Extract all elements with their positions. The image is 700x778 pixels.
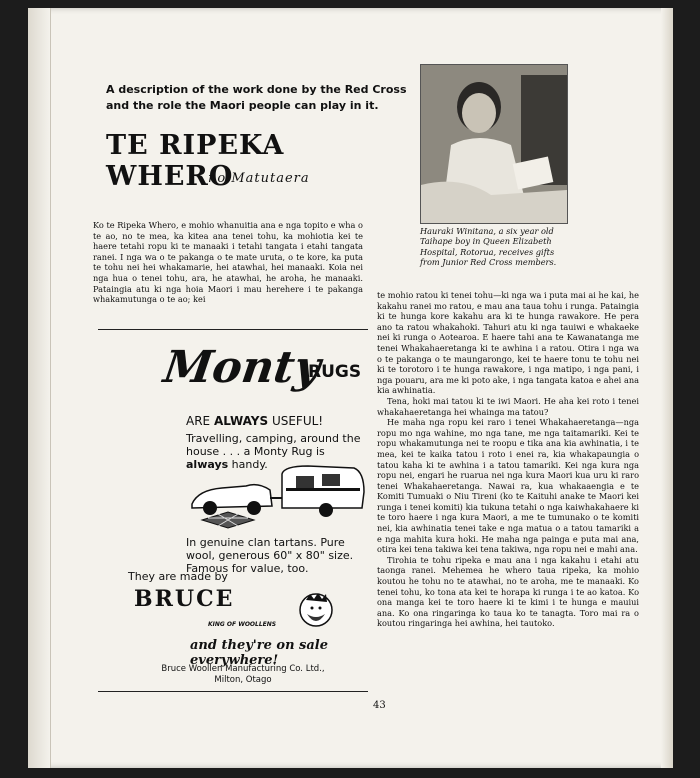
ad-company-location: Milton, Otago	[214, 675, 272, 685]
ad-company-name: Bruce Woollen Manufacturing Co. Ltd.,	[161, 664, 325, 674]
article-title: TE RIPEKA WHERO	[106, 130, 285, 192]
ad-travel-post: handy.	[228, 458, 268, 471]
ad-useful	[186, 414, 323, 428]
page-number: 43	[373, 700, 386, 711]
magazine-page	[28, 8, 673, 768]
ad-bottom-rule	[98, 691, 368, 692]
article-intro: A description of the work done by the Red Cross and the role the Maori people can play in it.	[106, 83, 407, 112]
ad-travel-pre: Travelling, camping, around the house . . . a Monty Rug is	[186, 432, 361, 458]
column-2-para-3: He maha nga ropu kei raro i tenei Whakahaeretanga—nga ropu mo nga wahine, mo nga tane, me nga taitamariki. Kei te ropu whakamutunga nei te roopu e tika ana kia awhinatia, i te mea, kei te kaika tatou i roto i enei ra, kia whakapaungia o tatou kaha ki te awhina i a tatou tamariki. Kei nga kura nga ropu nei, engari he ruarua nei nga kura Maori kua uru ki raro tenei Whakahaeretanga. Nawai ra, kua whakaaengia e te Komiti Tumuaki o Niu Tireni (ko te Kaituhi anake te Maori kei runga i tenei komiti) kia tukuna tetahi o nga kaiwhakahaere ki te toro haere i nga kura Maori, a me te tumunako o te komiti nei, kia awhinatia tenei take e nga matua o a tatou tamariki a e nga mahita kura hoki. He maha nga painga e puta mai ana, otira kei tena takiwa kei tena takiwa, nga ropu nei e mahi ana.	[377, 417, 639, 555]
ad-bruce-logo: BRUCE	[134, 586, 235, 612]
article-author: no Matutaera	[208, 171, 310, 186]
article-column-1	[93, 220, 363, 305]
bruce-king-icon	[298, 590, 334, 630]
ad-brand: Monty	[160, 342, 324, 393]
ad-king-of-woollens: KING OF WOOLLENS	[208, 621, 277, 628]
ad-sale-slogan: and they're on sale everywhere!	[190, 638, 328, 668]
monty-rugs-advertisement	[98, 338, 368, 693]
ad-useful-post: USEFUL!	[268, 414, 324, 428]
column-1-text: Ko te Ripeka Whero, e mohio whanuitia ana e nga topito e wha o te ao, no te mea, ka kitea ana tenei tohu, ka mohiotia kei te haere tetahi ropu ki te manaaki i tetahi tangata i etahi tangata ranei. I nga wa o te pakanga o te mate uruta, o te kore, ka puta te tohu nei hei whakamarie, hei atawhai, hei manaaki. Koia nei nga hua o tenei tohu, ara, he atawhai, he aroha, he manaaki. Pataingia atu ki nga hoia Maori i mau herehere i te pakanga whakamutunga o te ao; kei	[93, 220, 363, 305]
ad-useful-pre: ARE	[186, 414, 214, 428]
boy-photo-icon	[420, 64, 568, 224]
page-spine	[28, 8, 51, 768]
article-column-2	[377, 290, 639, 629]
ad-travel-bold: always	[186, 458, 229, 471]
column-2-para-4: Tirohia te tohu ripeka e mau ana i nga kakahu i etahi atu taonga ranei. Mehemea he whero taua ripeka, ka mohio koutou he tohu no te atawhai, no te aroha, me te manaaki. Ko tenei tohu, ko tona ata kei te horapa ki runga i te ao katoa. Ko ona manga kei te toro haere ki te kimi i te hunga e mauiui ana. Ko ona ringaringa ko taua ko te tanagta. Toro mai ra o koutou ringaringa hei awhina, hei tautoko.	[377, 554, 639, 629]
page-edge	[661, 8, 673, 768]
ad-rugs: RUGS	[308, 362, 362, 382]
ad-company	[148, 664, 338, 686]
ad-genuine-text: In genuine clan tartans. Pure wool, generous 60" x 80" size. Famous for value, too.	[186, 536, 354, 575]
column-2-para-2: Tena, hoki mai tatou ki te iwi Maori. He aha kei roto i tenei whakahaeretanga hei whainga ma tatou?	[377, 395, 639, 417]
car-caravan-icon	[188, 462, 368, 532]
ad-made-by: They are made by	[128, 570, 228, 583]
column-2-para-1: te mohio ratou ki tenei tohu—ki nga wa i puta mai ai he kai, he kakahu ranei mo ratou, e mau ana taua tohu i runga. Pataingia ki te hunga kore kakahu ara ki te hunga rawakore. He pera ano ta ratou whakahoki. Tahuri atu ki nga tauiwi e whakaeke nei ki runga o Aotearoa. E haere tahi ana te Kawanatanga me tenei Whakahaeretanga ki te awhina i a ratou. Otira i nga wa o te pakanga o te maungarongo, kei te haere tonu te tohu nei ki te torotoro i te hunga rawakore, i nga matipo, i nga pani, i nga pouaru, ara me ki poto ake, i nga tangata katoa e ahei ana kia awhinatia.	[377, 290, 640, 396]
ad-useful-bold: ALWAYS	[213, 414, 269, 428]
photo-caption: Hauraki Winitana, a six year old Taihape boy in Queen Elizabeth Hospital, Rotorua, receives gifts from Junior Red Cross members.	[420, 226, 557, 268]
ad-top-rule	[98, 329, 368, 330]
